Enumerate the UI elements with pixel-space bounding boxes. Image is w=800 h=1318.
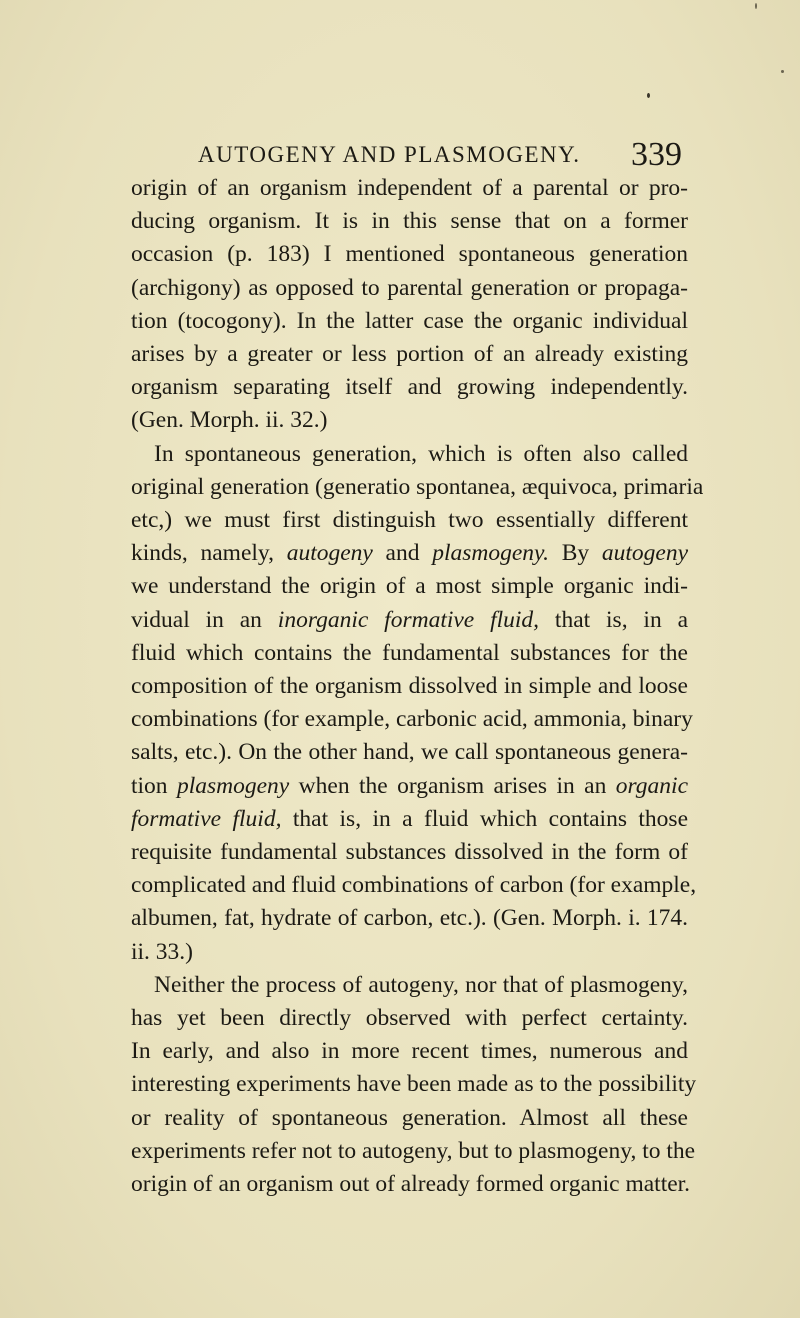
text-segment: combinations (for example, carbonic acid, ammonia, binary bbox=[131, 706, 693, 733]
text-segment: when the organism arises in an bbox=[289, 772, 616, 799]
text-line bbox=[131, 570, 688, 603]
text-line bbox=[131, 770, 688, 803]
text-line bbox=[131, 404, 688, 437]
text-segment: complicated and fluid combinations of carbon (for example, bbox=[131, 872, 697, 899]
text-segment: arises by a greater or less portion of an already existing bbox=[131, 341, 688, 368]
text-line bbox=[131, 604, 688, 637]
text-segment: organism separating itself and growing independently. bbox=[131, 374, 688, 401]
page-number: 339 bbox=[631, 136, 682, 173]
ink-speck bbox=[755, 3, 757, 9]
text-segment: tion bbox=[131, 772, 177, 799]
text-segment: In spontaneous generation, which is often also called bbox=[154, 440, 688, 467]
text-line bbox=[131, 205, 688, 238]
body-text bbox=[131, 172, 704, 1201]
text-line bbox=[131, 637, 688, 670]
text-segment: salts, etc.). On the other hand, we call spontaneous genera- bbox=[131, 739, 688, 766]
text-line bbox=[131, 305, 688, 338]
text-line bbox=[131, 272, 688, 305]
text-segment: Neither the process of autogeny, nor that of plasmogeny, bbox=[154, 971, 688, 998]
text-line bbox=[131, 1102, 688, 1135]
text-segment: or reality of spontaneous generation. Almost all these bbox=[131, 1104, 688, 1131]
text-segment: origin of an organism out of already formed organic matter. bbox=[131, 1171, 691, 1198]
text-segment: we understand the origin of a most simple organic indi- bbox=[131, 573, 688, 600]
italic-term: autogeny bbox=[601, 540, 688, 567]
text-line bbox=[131, 1035, 688, 1068]
page-header bbox=[198, 136, 682, 176]
running-head: AUTOGENY AND PLASMOGENY. bbox=[198, 142, 581, 167]
text-segment: that is, in a bbox=[539, 606, 689, 633]
text-line bbox=[131, 670, 688, 703]
italic-term: plasmogeny bbox=[176, 772, 290, 799]
text-segment: original generation (generatio spontanea, æquivoca, primaria bbox=[131, 473, 704, 500]
text-segment: has yet been directly observed with perfect certainty. bbox=[131, 1005, 688, 1032]
italic-term: plasmogeny. bbox=[432, 540, 550, 567]
text-segment: ducing organism. It is in this sense that on a former bbox=[131, 208, 688, 235]
text-segment: By bbox=[549, 540, 602, 567]
text-line bbox=[131, 438, 688, 471]
italic-term: autogeny bbox=[286, 540, 373, 567]
text-segment: In early, and also in more recent times, numerous and bbox=[131, 1038, 688, 1065]
ink-speck bbox=[781, 70, 784, 73]
text-segment: composition of the organism dissolved in simple and loose bbox=[131, 673, 688, 700]
text-line bbox=[131, 238, 688, 271]
italic-term: organic bbox=[615, 772, 688, 799]
text-line bbox=[131, 504, 688, 537]
text-segment: and bbox=[372, 540, 433, 567]
text-segment: (Gen. Morph. ii. 32.) bbox=[131, 407, 328, 434]
text-line bbox=[131, 338, 688, 371]
text-segment: albumen, fat, hydrate of carbon, etc.). (Gen. Morph. i. 174. bbox=[131, 905, 688, 932]
text-line bbox=[131, 969, 688, 1002]
text-segment: requisite fundamental substances dissolved in the form of bbox=[131, 839, 688, 866]
text-segment: (archigony) as opposed to parental generation or propaga- bbox=[131, 274, 688, 301]
text-line bbox=[131, 1168, 691, 1201]
text-segment: tion (tocogony). In the latter case the organic individual bbox=[131, 307, 688, 334]
text-line bbox=[131, 1135, 696, 1168]
text-line bbox=[131, 703, 693, 736]
text-line bbox=[131, 172, 688, 205]
text-line bbox=[131, 869, 697, 902]
text-segment: experiments refer not to autogeny, but to plasmogeny, to the bbox=[131, 1137, 696, 1164]
italic-term: inorganic formative fluid, bbox=[277, 606, 540, 633]
text-segment: etc,) we must first distinguish two essentially different bbox=[131, 507, 688, 534]
italic-term: formative fluid, bbox=[131, 805, 282, 832]
text-segment: that is, in a fluid which contains those bbox=[281, 805, 689, 832]
text-line bbox=[131, 1002, 688, 1035]
ink-speck bbox=[647, 93, 650, 98]
text-segment: kinds, namely, bbox=[131, 540, 287, 567]
text-line bbox=[131, 936, 688, 969]
text-line bbox=[131, 803, 688, 836]
text-segment: occasion (p. 183) I mentioned spontaneous generation bbox=[131, 241, 688, 268]
text-line bbox=[131, 371, 688, 404]
text-line bbox=[131, 736, 688, 769]
text-segment: ii. 33.) bbox=[131, 938, 194, 965]
text-line bbox=[131, 537, 688, 570]
text-segment: interesting experiments have been made as to the possibility bbox=[131, 1071, 697, 1098]
text-segment: fluid which contains the fundamental substances for the bbox=[131, 639, 688, 666]
text-line bbox=[131, 1068, 697, 1101]
text-line bbox=[131, 902, 688, 935]
text-segment: vidual in an bbox=[131, 606, 278, 633]
text-line bbox=[131, 836, 688, 869]
text-line bbox=[131, 471, 704, 504]
text-segment: origin of an organism independent of a parental or pro- bbox=[131, 175, 688, 201]
